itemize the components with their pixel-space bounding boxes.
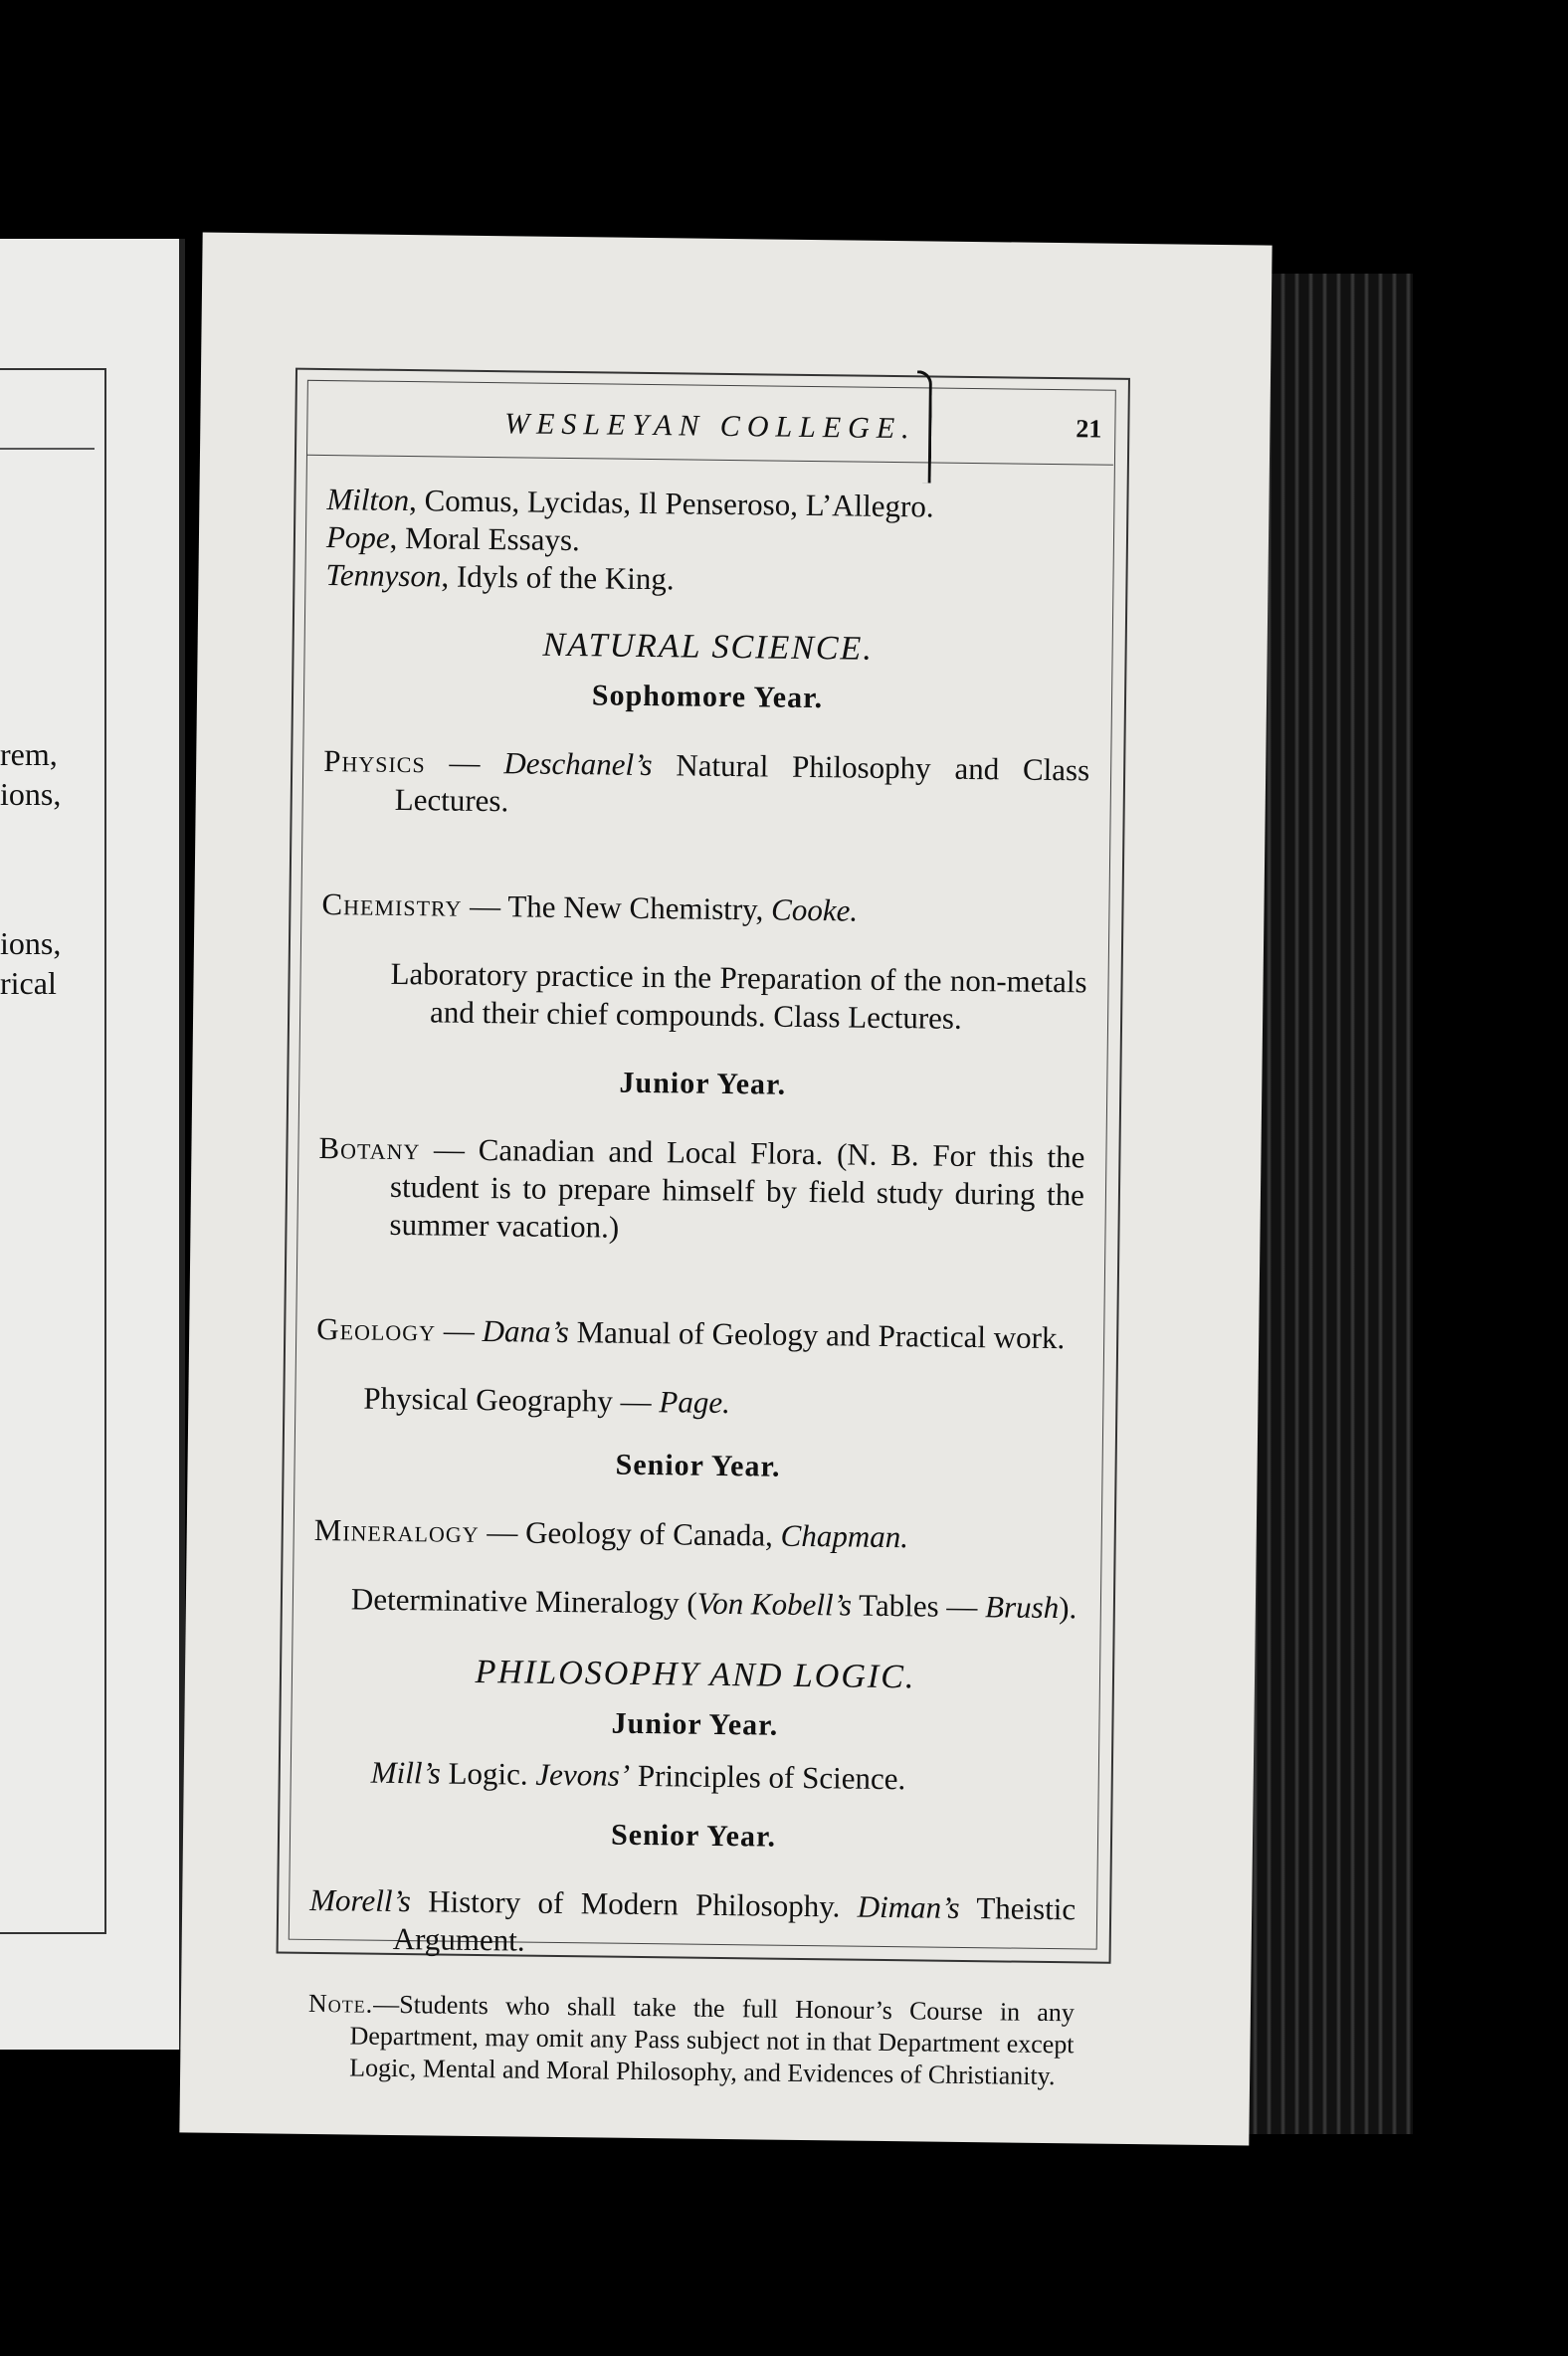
year-heading: Junior Year.: [619, 1066, 787, 1101]
course-entry: Mineralogy — Geology of Canada, Chapman.: [313, 1511, 909, 1555]
left-fragment: ions,: [0, 925, 62, 961]
page-edges: [1244, 274, 1413, 2134]
section-title: PHILOSOPHY AND LOGIC.: [475, 1653, 916, 1696]
year-heading: Sophomore Year.: [591, 679, 824, 715]
left-page: [0, 239, 185, 2050]
note-text: Note.—Students who shall take the full Honour’s Course in any Department, may omit any Pass subject not in that Department except Logic, Mental and Moral Philosophy, and Evidences of Christianity.: [307, 1988, 1076, 2091]
year-heading: Senior Year.: [610, 1818, 777, 1854]
left-fragment: rem,: [0, 736, 58, 772]
course-entry: Physics — Deschanel’s Natural Philosophy and Class Lectures.: [323, 743, 1090, 819]
course-entry: Chemistry — The New Chemistry, Cooke.: [321, 886, 859, 928]
list-item: Tennyson, Idyls of the King.: [325, 557, 675, 597]
year-heading: Junior Year.: [611, 1706, 779, 1742]
course-entry: Determinative Mineralogy (Von Kobell’s Tables — Brush).: [350, 1581, 1078, 1626]
note: [307, 1988, 1075, 2092]
course-entry: Geology — Dana’s Manual of Geology and Practical work.: [316, 1310, 1066, 1356]
list-item: Pope, Moral Essays.: [325, 519, 581, 558]
book-page: [179, 233, 1272, 2146]
running-head: WESLEYAN COLLEGE.: [503, 407, 916, 446]
pencil-mark: [916, 370, 932, 483]
course-entry: Physical Geography — Page.: [363, 1380, 731, 1421]
year-heading: Senior Year.: [615, 1448, 781, 1483]
page-number: 21: [1076, 414, 1102, 444]
left-page-rule: [0, 448, 95, 450]
list-item: Milton, Comus, Lycidas, Il Penseroso, L’Allegro.: [326, 482, 934, 524]
section-title: NATURAL SCIENCE.: [542, 626, 875, 668]
course-entry: Morell’s History of Modern Philosophy. Diman’s Theistic Argument.: [309, 1881, 1077, 1958]
left-fragment: rical: [0, 965, 57, 1001]
page-content: [307, 481, 1093, 2118]
course-entry: Mill’s Logic. Jevons’ Principles of Science.: [370, 1754, 906, 1797]
left-page-frame: [0, 368, 106, 1934]
course-entry: Laboratory practice in the Preparation of the non-metals and their chief compounds. Class Lectures.: [390, 955, 1087, 1036]
course-entry: Botany — Canadian and Local Flora. (N. B. For this the student is to prepare himself by field study during the summer vacation.): [318, 1130, 1085, 1245]
left-fragment: ions,: [0, 776, 62, 812]
